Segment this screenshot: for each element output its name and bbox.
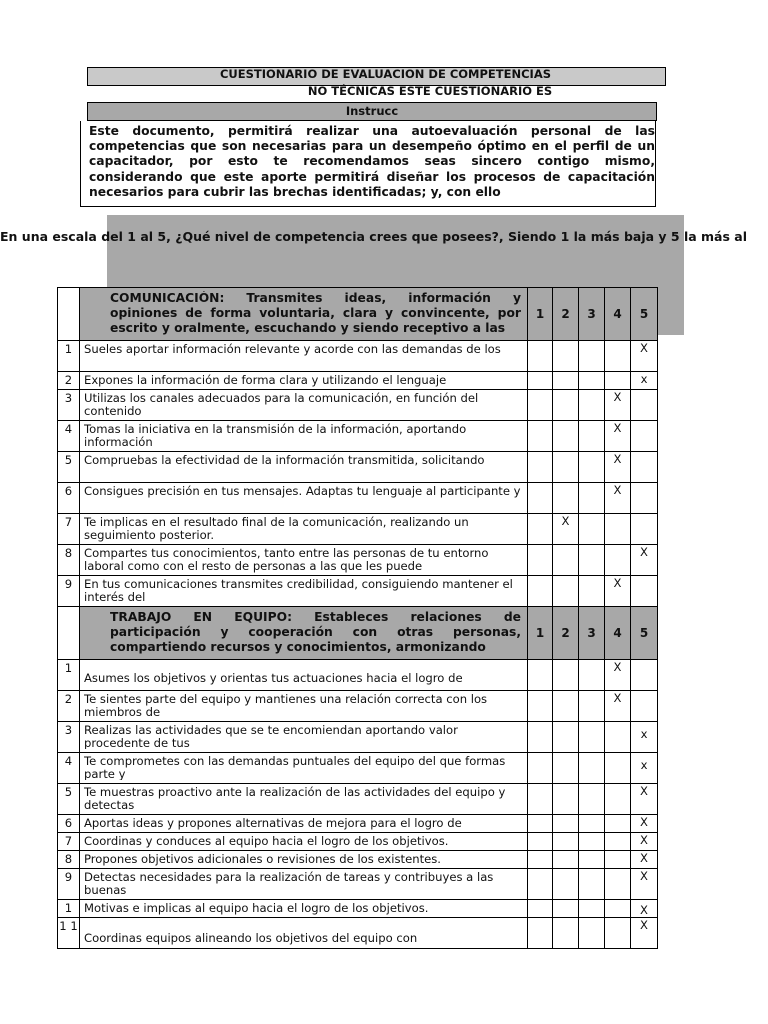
rating-cell[interactable] <box>528 576 553 607</box>
rating-cell[interactable] <box>631 660 658 691</box>
page-subtitle: NO TÉCNICAS ESTE CUESTIONARIO ES <box>307 84 553 97</box>
rating-cell[interactable] <box>528 833 553 851</box>
intro-paragraph: Este documento, permitirá realizar una autoevaluación personal de las competencias que son necesarias para un desempeño óptimo en el perfil de un capacitador, por esto te recomendamos seas sincero contigo mismo, considerando que este aporte permitirá diseñar los procesos de capacitación necesarios para cubrir las brechas identificadas; y, con ello <box>80 121 656 207</box>
scale-label-4: 4 <box>605 288 631 341</box>
rating-cell[interactable] <box>579 660 605 691</box>
question-text: Asumes los objetivos y orientas tus actuaciones hacia el logro de <box>84 671 463 685</box>
rating-mark[interactable]: X <box>631 784 658 815</box>
rating-mark[interactable]: X <box>553 514 579 545</box>
table-row <box>58 851 658 869</box>
rating-cell[interactable] <box>528 753 553 784</box>
rating-cell[interactable] <box>631 514 658 545</box>
rating-cell[interactable] <box>605 753 631 784</box>
rating-mark[interactable]: X <box>631 545 658 576</box>
rating-cell[interactable] <box>579 869 605 900</box>
rating-cell[interactable] <box>528 869 553 900</box>
rating-cell[interactable] <box>605 372 631 390</box>
table-row <box>58 833 658 851</box>
table-row <box>58 372 658 390</box>
rating-cell[interactable] <box>631 390 658 421</box>
row-number: 1 <box>58 660 80 691</box>
row-number: 7 <box>58 833 80 851</box>
rating-cell[interactable] <box>579 753 605 784</box>
table-row <box>58 722 658 753</box>
rating-mark[interactable]: x <box>631 722 658 753</box>
rating-cell[interactable] <box>528 851 553 869</box>
rating-mark[interactable]: X <box>605 390 631 421</box>
table-row <box>58 390 658 421</box>
row-number: 2 <box>58 691 80 722</box>
rating-cell[interactable] <box>553 390 579 421</box>
rating-mark[interactable]: X <box>631 900 658 918</box>
row-number: 5 <box>58 784 80 815</box>
question-text: Propones objetivos adicionales o revisiones de los existentes. <box>84 853 441 866</box>
rating-cell[interactable] <box>528 545 553 576</box>
scale-label-3: 3 <box>579 607 605 660</box>
rating-cell[interactable] <box>631 483 658 514</box>
rating-cell[interactable] <box>579 784 605 815</box>
question-text: Aportas ideas y propones alternativas de mejora para el logro de <box>84 817 462 830</box>
rating-cell[interactable] <box>605 341 631 372</box>
instructions-heading: Instrucc <box>87 102 657 121</box>
table-row <box>58 918 658 949</box>
question-text: Expones la información de forma clara y utilizando el lenguaje <box>84 374 447 387</box>
question-text: Te muestras proactivo ante la realización de las actividades del equipo y detectas <box>84 786 506 811</box>
rating-cell[interactable] <box>528 390 553 421</box>
row-number: 8 <box>58 545 80 576</box>
rating-cell[interactable] <box>553 753 579 784</box>
table-row <box>58 869 658 900</box>
table-row <box>58 576 658 607</box>
rating-cell[interactable] <box>579 545 605 576</box>
row-number: 1 1 <box>58 918 80 949</box>
questionnaire-table <box>57 287 658 949</box>
rating-cell[interactable] <box>553 918 579 949</box>
rating-cell[interactable] <box>528 514 553 545</box>
rating-cell[interactable] <box>528 900 553 918</box>
rating-cell[interactable] <box>631 691 658 722</box>
rating-mark[interactable]: X <box>605 421 631 452</box>
rating-cell[interactable] <box>528 483 553 514</box>
rating-mark[interactable]: X <box>605 660 631 691</box>
rating-cell[interactable] <box>579 514 605 545</box>
rating-cell[interactable] <box>605 784 631 815</box>
rating-cell[interactable] <box>631 452 658 483</box>
rating-cell[interactable] <box>553 341 579 372</box>
rating-mark[interactable]: x <box>631 753 658 784</box>
rating-cell[interactable] <box>579 691 605 722</box>
scale-label-4: 4 <box>605 607 631 660</box>
rating-cell[interactable] <box>528 660 553 691</box>
rating-cell[interactable] <box>605 851 631 869</box>
table-row <box>58 483 658 514</box>
rating-cell[interactable] <box>579 900 605 918</box>
rating-cell[interactable] <box>528 452 553 483</box>
row-number: 2 <box>58 372 80 390</box>
rating-mark[interactable]: X <box>631 815 658 833</box>
rating-cell[interactable] <box>528 815 553 833</box>
rating-mark[interactable]: X <box>631 833 658 851</box>
rating-cell[interactable] <box>605 900 631 918</box>
rating-mark[interactable]: X <box>631 869 658 900</box>
table-row <box>58 660 658 691</box>
rating-cell[interactable] <box>528 722 553 753</box>
section-title: TRABAJO EN EQUIPO: Estableces relaciones de participación y cooperación con otras personas, compartiendo recursos y conocimientos, armonizando <box>110 610 521 655</box>
question-text: Compartes tus conocimientos, tanto entre las personas de tu entorno laboral como con el resto de personas a las que les puede <box>84 547 489 573</box>
question-text: En tus comunicaciones transmites credibilidad, consiguiendo mantener el interés del <box>84 578 513 603</box>
rating-mark[interactable]: X <box>631 341 658 372</box>
rating-mark[interactable]: X <box>605 452 631 483</box>
question-text: Tomas la iniciativa en la transmisión de la información, aportando información <box>84 423 467 448</box>
rating-cell[interactable] <box>553 452 579 483</box>
rating-cell[interactable] <box>553 833 579 851</box>
question-text: Utilizas los canales adecuados para la comunicación, en función del contenido <box>84 392 479 417</box>
section-header-comunicacion <box>58 288 658 341</box>
rating-cell[interactable] <box>579 833 605 851</box>
scale-label-1: 1 <box>528 288 553 341</box>
row-number: 6 <box>58 815 80 833</box>
rating-cell[interactable] <box>553 784 579 815</box>
row-number: 6 <box>58 483 80 514</box>
question-text: Coordinas y conduces al equipo hacia el logro de los objetivos. <box>84 835 449 848</box>
question-text: Detectas necesidades para la realización de tareas y contribuyes a las buenas <box>84 871 494 896</box>
row-number: 1 <box>58 900 80 918</box>
table-row <box>58 753 658 784</box>
row-number: 9 <box>58 869 80 900</box>
table-row <box>58 452 658 483</box>
row-number: 3 <box>58 722 80 753</box>
row-number: 7 <box>58 514 80 545</box>
rating-cell[interactable] <box>528 372 553 390</box>
rating-cell[interactable] <box>579 851 605 869</box>
rating-mark[interactable]: X <box>605 691 631 722</box>
question-text: Te sientes parte del equipo y mantienes una relación correcta con los miembros de <box>84 693 488 718</box>
scale-label-2: 2 <box>553 288 579 341</box>
rating-cell[interactable] <box>528 784 553 815</box>
rating-cell[interactable] <box>553 869 579 900</box>
rating-cell[interactable] <box>553 851 579 869</box>
row-number: 3 <box>58 390 80 421</box>
rating-cell[interactable] <box>605 869 631 900</box>
rating-cell[interactable] <box>579 483 605 514</box>
rating-cell[interactable] <box>553 660 579 691</box>
rating-mark[interactable]: X <box>605 576 631 607</box>
scale-label-2: 2 <box>553 607 579 660</box>
rating-mark[interactable]: X <box>631 851 658 869</box>
rating-cell[interactable] <box>553 900 579 918</box>
table-row <box>58 421 658 452</box>
rating-cell[interactable] <box>579 421 605 452</box>
rating-cell[interactable] <box>528 341 553 372</box>
row-number: 4 <box>58 753 80 784</box>
table-row <box>58 784 658 815</box>
question-text: Realizas las actividades que se te encomiendan aportando valor procedente de tus <box>84 724 458 749</box>
rating-cell[interactable] <box>605 514 631 545</box>
question-text: Compruebas la efectividad de la información transmitida, solicitando <box>84 454 485 467</box>
rating-mark[interactable]: X <box>631 918 658 949</box>
scale-label-5: 5 <box>631 288 658 341</box>
rating-cell[interactable] <box>605 833 631 851</box>
rating-cell[interactable] <box>579 390 605 421</box>
rating-cell[interactable] <box>631 576 658 607</box>
scale-label-1: 1 <box>528 607 553 660</box>
rating-cell[interactable] <box>605 918 631 949</box>
rating-cell[interactable] <box>553 483 579 514</box>
table-row <box>58 900 658 918</box>
rating-cell[interactable] <box>579 815 605 833</box>
scale-question: En una escala del 1 al 5, ¿Qué nivel de competencia crees que posees?, Siendo 1 la más baja y 5 la más al <box>0 229 747 244</box>
rating-cell[interactable] <box>528 918 553 949</box>
question-text: Coordinas equipos alineando los objetivos del equipo con <box>84 931 418 945</box>
section-header-trabajo-en-equipo <box>58 607 658 660</box>
table-row <box>58 514 658 545</box>
section-title: COMUNICACIÓN: Transmites ideas, información y opiniones de forma voluntaria, clara y convincente, por escrito y oralmente, escuchando y siendo receptivo a las <box>110 291 521 336</box>
rating-cell[interactable] <box>553 815 579 833</box>
rating-cell[interactable] <box>605 545 631 576</box>
row-number: 5 <box>58 452 80 483</box>
question-text: Motivas e implicas al equipo hacia el logro de los objetivos. <box>84 902 429 915</box>
rating-cell[interactable] <box>579 576 605 607</box>
rating-cell[interactable] <box>631 421 658 452</box>
rating-cell[interactable] <box>579 918 605 949</box>
table-row <box>58 341 658 372</box>
rating-cell[interactable] <box>553 545 579 576</box>
rating-mark[interactable]: X <box>605 483 631 514</box>
rating-cell[interactable] <box>553 372 579 390</box>
rating-cell[interactable] <box>579 341 605 372</box>
rating-cell[interactable] <box>579 722 605 753</box>
rating-cell[interactable] <box>553 691 579 722</box>
rating-cell[interactable] <box>553 576 579 607</box>
row-number: 8 <box>58 851 80 869</box>
question-text: Te comprometes con las demandas puntuales del equipo del que formas parte y <box>84 755 506 780</box>
rating-cell[interactable] <box>605 722 631 753</box>
table-row <box>58 815 658 833</box>
rating-cell[interactable] <box>605 815 631 833</box>
table-row <box>58 545 658 576</box>
rating-cell[interactable] <box>579 372 605 390</box>
scale-label-3: 3 <box>579 288 605 341</box>
row-number: 1 <box>58 341 80 372</box>
question-text: Te implicas en el resultado final de la comunicación, realizando un seguimiento posterior. <box>84 516 469 542</box>
scale-label-5: 5 <box>631 607 658 660</box>
rating-cell[interactable] <box>528 691 553 722</box>
table-row <box>58 691 658 722</box>
rating-cell[interactable] <box>553 421 579 452</box>
rating-cell[interactable] <box>528 421 553 452</box>
row-number: 4 <box>58 421 80 452</box>
rating-cell[interactable] <box>553 722 579 753</box>
page-title: CUESTIONARIO DE EVALUACION DE COMPETENCIAS <box>219 67 552 81</box>
question-text: Sueles aportar información relevante y acorde con las demandas de los <box>84 343 501 356</box>
rating-cell[interactable] <box>579 452 605 483</box>
question-text: Consigues precisión en tus mensajes. Adaptas tu lenguaje al participante y <box>84 485 521 498</box>
rating-mark[interactable]: x <box>631 372 658 390</box>
row-number: 9 <box>58 576 80 607</box>
